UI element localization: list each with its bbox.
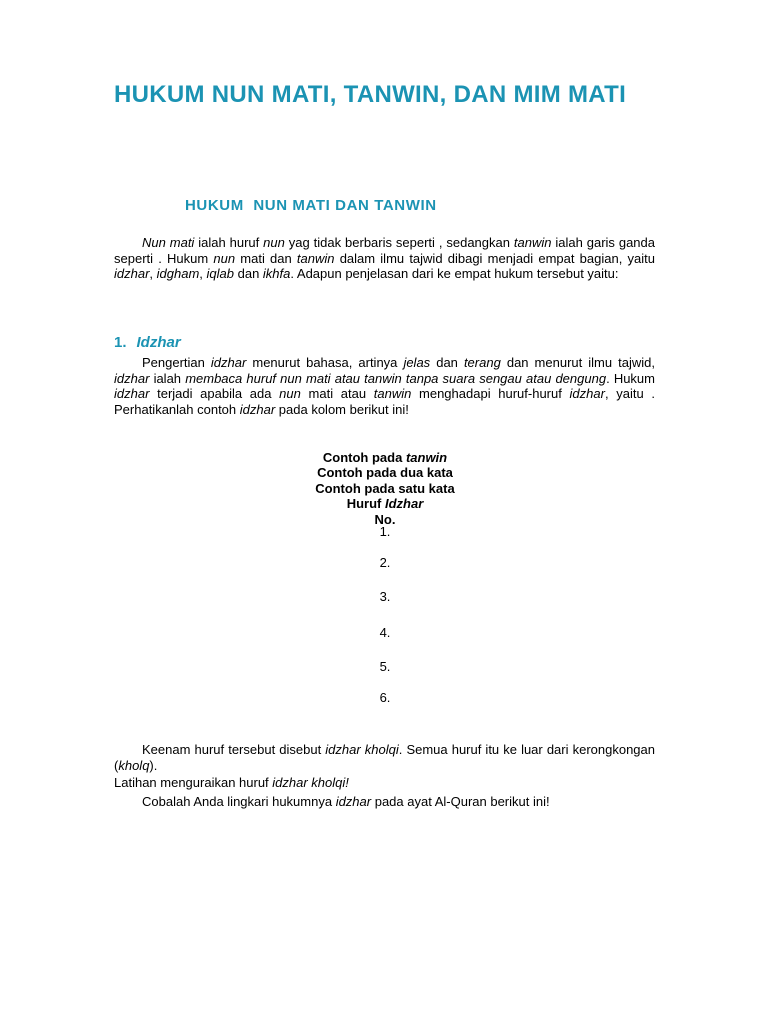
text-fragment: dan [430,355,464,370]
text-fragment: dan [234,266,263,281]
text-fragment: menurut bahasa, artinya [246,355,404,370]
idzhar-table [280,450,490,527]
text-fragment: idzhar [335,794,372,809]
text-fragment: idzhar [569,386,605,401]
text-fragment: idzhar [210,355,247,370]
table-row-number: 6. [379,690,391,705]
intro-paragraph [114,235,655,282]
text-fragment: tanwin [296,250,335,266]
text-fragment: mati atau [300,386,374,401]
table-header-no: No. [374,511,396,527]
text-fragment: . Adapun penjelasan dari ke empat hukum tersebut yaitu: [290,266,619,281]
text-fragment: terang [463,355,501,370]
text-fragment: ikhfa [262,266,291,281]
table-header-tanwin [280,450,490,465]
text-fragment: tanwin [513,235,552,250]
exercise-line [114,775,349,791]
text-fragment: dan menurut ilmu tajwid, [500,355,655,370]
text-fragment: yag tidak berbaris seperti , sedangkan [284,235,514,250]
text-fragment: Latihan menguraikan huruf [114,775,273,790]
text-fragment: tanwin [373,386,412,401]
table-row-number: 2. [379,555,391,570]
text-fragment: iqlab [206,266,234,281]
text-fragment: kholq [118,757,150,773]
table-header-huruf [280,496,490,511]
text-fragment: ). [149,757,158,773]
text-fragment: idzhar [114,370,150,386]
text-fragment: pada kolom berikut ini! [275,401,409,417]
instruction-line [142,794,550,810]
text-fragment: ialah huruf [194,235,264,250]
section-number: 1. [114,334,127,351]
text-fragment: Nun mati [142,235,195,250]
text-fragment: Pengertian [142,355,211,370]
table-row-number: 5. [379,659,391,674]
text-fragment: jelas [403,355,431,370]
text-fragment: membaca huruf nun mati atau tanwin tanpa suara sengau atau dengung [185,370,607,386]
text-fragment: ialah [149,370,186,386]
text-fragment: , [199,266,207,281]
definition-paragraph [114,355,655,417]
text-fragment: , [149,266,157,281]
text-fragment: idzhar [114,266,150,281]
text-fragment: idzhar [239,401,276,417]
text-fragment: Keenam huruf tersebut disebut [142,742,326,757]
text-fragment: idzhar kholqi! [272,775,349,790]
table-row-number: 3. [379,589,391,604]
text-fragment: tanwin [405,450,448,465]
text-fragment: idzhar [114,386,150,401]
text-fragment: nun [213,250,236,266]
section-subtitle: HUKUM NUN MATI DAN TANWIN [185,197,437,214]
text-fragment: ialah garis ganda seperti . Hukum [114,235,655,266]
table-header-satu-kata: Contoh pada satu kata [315,480,455,496]
table-row-number: 1. [379,524,391,539]
text-fragment: idgham [156,266,200,281]
text-fragment: . Semua huruf itu ke luar dari kerongkongan ( [114,742,655,773]
text-fragment: nun [263,235,285,250]
page-title: HUKUM NUN MATI, TANWIN, DAN MIM MATI [114,81,627,108]
text-fragment: menghadapi huruf-huruf [411,386,570,401]
text-fragment: Idzhar [384,496,424,512]
table-header-dua-kata: Contoh pada dua kata [317,465,453,481]
closing-paragraph [114,742,655,773]
text-fragment: pada ayat Al-Quran berikut ini! [371,794,550,809]
table-row-number: 4. [379,625,391,640]
text-fragment: . Hukum [606,370,655,386]
section-heading-text: Idzhar [136,334,181,351]
text-fragment: dalam ilmu tajwid dibagi menjadi empat bagian, yaitu [334,250,655,266]
text-fragment: terjadi apabila ada [149,386,280,401]
text-fragment: nun [279,386,301,401]
text-fragment: Huruf [346,496,385,512]
text-fragment: , yaitu . Perhatikanlah contoh [114,386,655,417]
section-heading-idzhar [114,334,181,351]
text-fragment: idzhar kholqi [325,742,399,757]
text-fragment: Contoh pada [322,450,406,465]
text-fragment: mati dan [235,250,297,266]
text-fragment: Cobalah Anda lingkari hukumnya [142,794,336,809]
